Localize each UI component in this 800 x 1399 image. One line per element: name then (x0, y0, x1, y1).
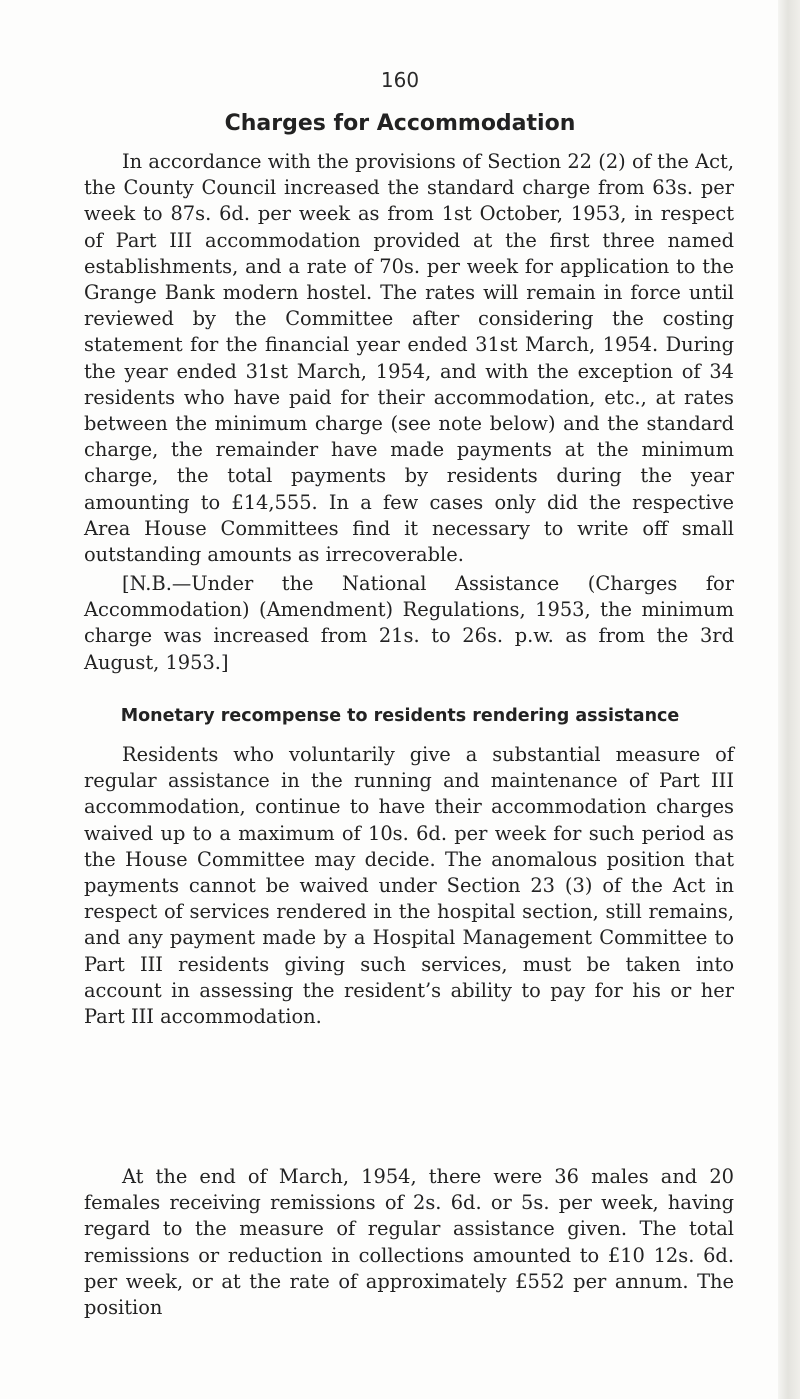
page-number: 160 (380, 68, 420, 92)
paragraph-charges: In accordance with the provisions of Section 22 (2) of the Act, the County Council increased the standard charge from 63s. per week to 87s. 6d. per week as from 1st October, 1953, in respect of Part III accommodation provided at the first three named establishments, and a rate of 70s. per week for application to the Grange Bank modern hostel. The rates will remain in force until reviewed by the Committee after considering the costing statement for the financial year ended 31st March, 1954. During the year ended 31st March, 1954, and with the exception of 34 residents who have paid for their accommodation, etc., at rates between the minimum charge (see note below) and the standard charge, the remainder have made payments at the minimum charge, the total payments by residents during the year amounting to £14,555. In a few cases only did the respective Area House Committees find it necessary to write off small outstanding amounts as irrecoverable. (84, 150, 734, 567)
page-edge-shadow (778, 0, 800, 1399)
paragraph-note: [N.B.—Under the National Assistance (Charges for Accommodation) (Amendment) Regulations, 1953, the minimum charge was increased from 21s. to 26s. p.w. as from the 3rd August, 1953.] (84, 572, 734, 674)
section-heading-recompense: Monetary recompense to residents rendering assistance (120, 706, 680, 726)
paragraph-remissions: At the end of March, 1954, there were 36 males and 20 females receiving remissions of 2s. 6d. or 5s. per week, having regard to the measure of regular assistance given. The total remissions or reduction in collections amounted to £10 12s. 6d. per week, or at the rate of approximately £552 per annum. The position (84, 1165, 734, 1320)
paragraph-recompense: Residents who voluntarily give a substantial measure of regular assistance in the running and maintenance of Part III accommodation, continue to have their accommodation charges waived up to a maximum of 10s. 6d. per week for such period as the House Committee may decide. The anomalous position that payments cannot be waived under Section 23 (3) of the Act in respect of services rendered in the hospital section, still remains, and any payment made by a Hospital Management Committee to Part III residents giving such services, must be taken into account in assessing the resident’s ability to pay for his or her Part III accommodation. (84, 743, 734, 1029)
section-title-charges: Charges for Accommodation (224, 111, 576, 136)
